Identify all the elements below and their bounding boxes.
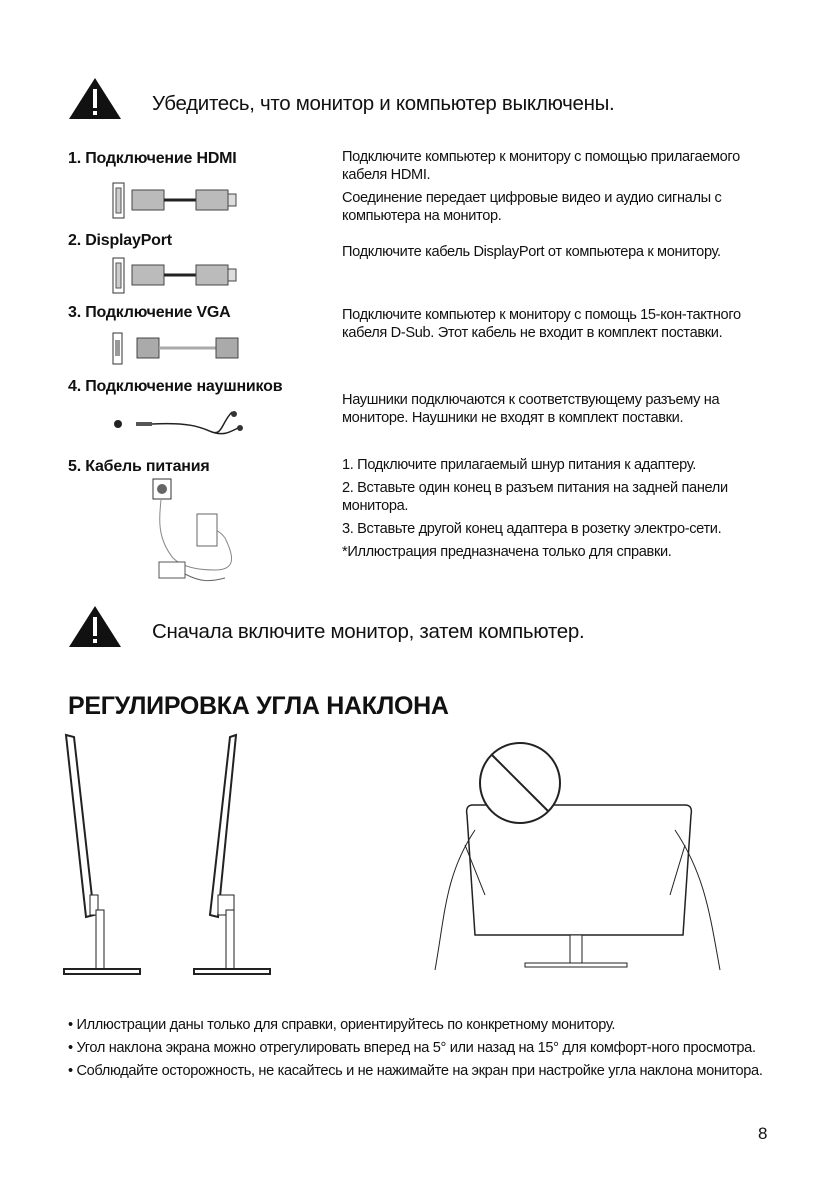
hdmi-cable-icon bbox=[112, 182, 252, 220]
warning-power-on-order: Сначала включите монитор, затем компьютер. bbox=[152, 620, 585, 643]
displayport-description: Подключите кабель DisplayPort от компьютера к монитору. bbox=[342, 244, 721, 260]
power-cable-icon bbox=[145, 478, 240, 590]
vga-cable-icon bbox=[112, 332, 252, 366]
monitor-tilt-forward-illustration bbox=[60, 735, 150, 980]
heading-power-cable: 5. Кабель питания bbox=[68, 458, 210, 475]
tilt-notes: • Иллюстрации даны только для справки, ориентируйтесь по конкретному монитору. • Угол наклона экрана можно отрегулировать вперед на 5° или назад на 15° для комфорт-ного просмотра. • Соблюдайте осторожность, не касайтесь и не нажимайте на экран при настройке угла наклона монитора. bbox=[68, 1017, 763, 1079]
displayport-cable-icon bbox=[112, 257, 252, 295]
heading-displayport: 2. DisplayPort bbox=[68, 232, 172, 249]
power-cable-description: 1. Подключите прилагаемый шнур питания к адаптеру. 2. Вставьте один конец в разъем питания на задней панели монитора. 3. Вставьте другой конец адаптера в розетку электро-сети. *Иллюстрация предназначена только для справки. bbox=[342, 457, 728, 560]
warning-icon bbox=[68, 76, 122, 120]
vga-description: Подключите компьютер к монитору с помощь 15-кон-тактного кабеля D-Sub. Этот кабель не входит в комплект поставки. bbox=[342, 307, 741, 341]
heading-hdmi: 1. Подключение HDMI bbox=[68, 150, 237, 167]
warning-icon bbox=[68, 604, 122, 648]
section-title-tilt: РЕГУЛИРОВКА УГЛА НАКЛОНА bbox=[68, 692, 449, 720]
headphones-icon bbox=[112, 410, 252, 440]
warning-power-off: Убедитесь, что монитор и компьютер выключены. bbox=[152, 92, 615, 115]
do-not-touch-screen-illustration bbox=[435, 735, 720, 975]
page-number: 8 bbox=[758, 1124, 768, 1143]
monitor-tilt-back-illustration bbox=[190, 735, 280, 980]
headphones-description: Наушники подключаются к соответствующему разъему на мониторе. Наушники не входят в комплект поставки. bbox=[342, 392, 720, 426]
heading-headphones: 4. Подключение наушников bbox=[68, 378, 283, 395]
hdmi-description: Подключите компьютер к монитору с помощью прилагаемого кабеля HDMI. Соединение передает цифровые видео и аудио сигналы с компьютера на монитор. bbox=[342, 149, 740, 224]
heading-vga: 3. Подключение VGA bbox=[68, 304, 231, 321]
